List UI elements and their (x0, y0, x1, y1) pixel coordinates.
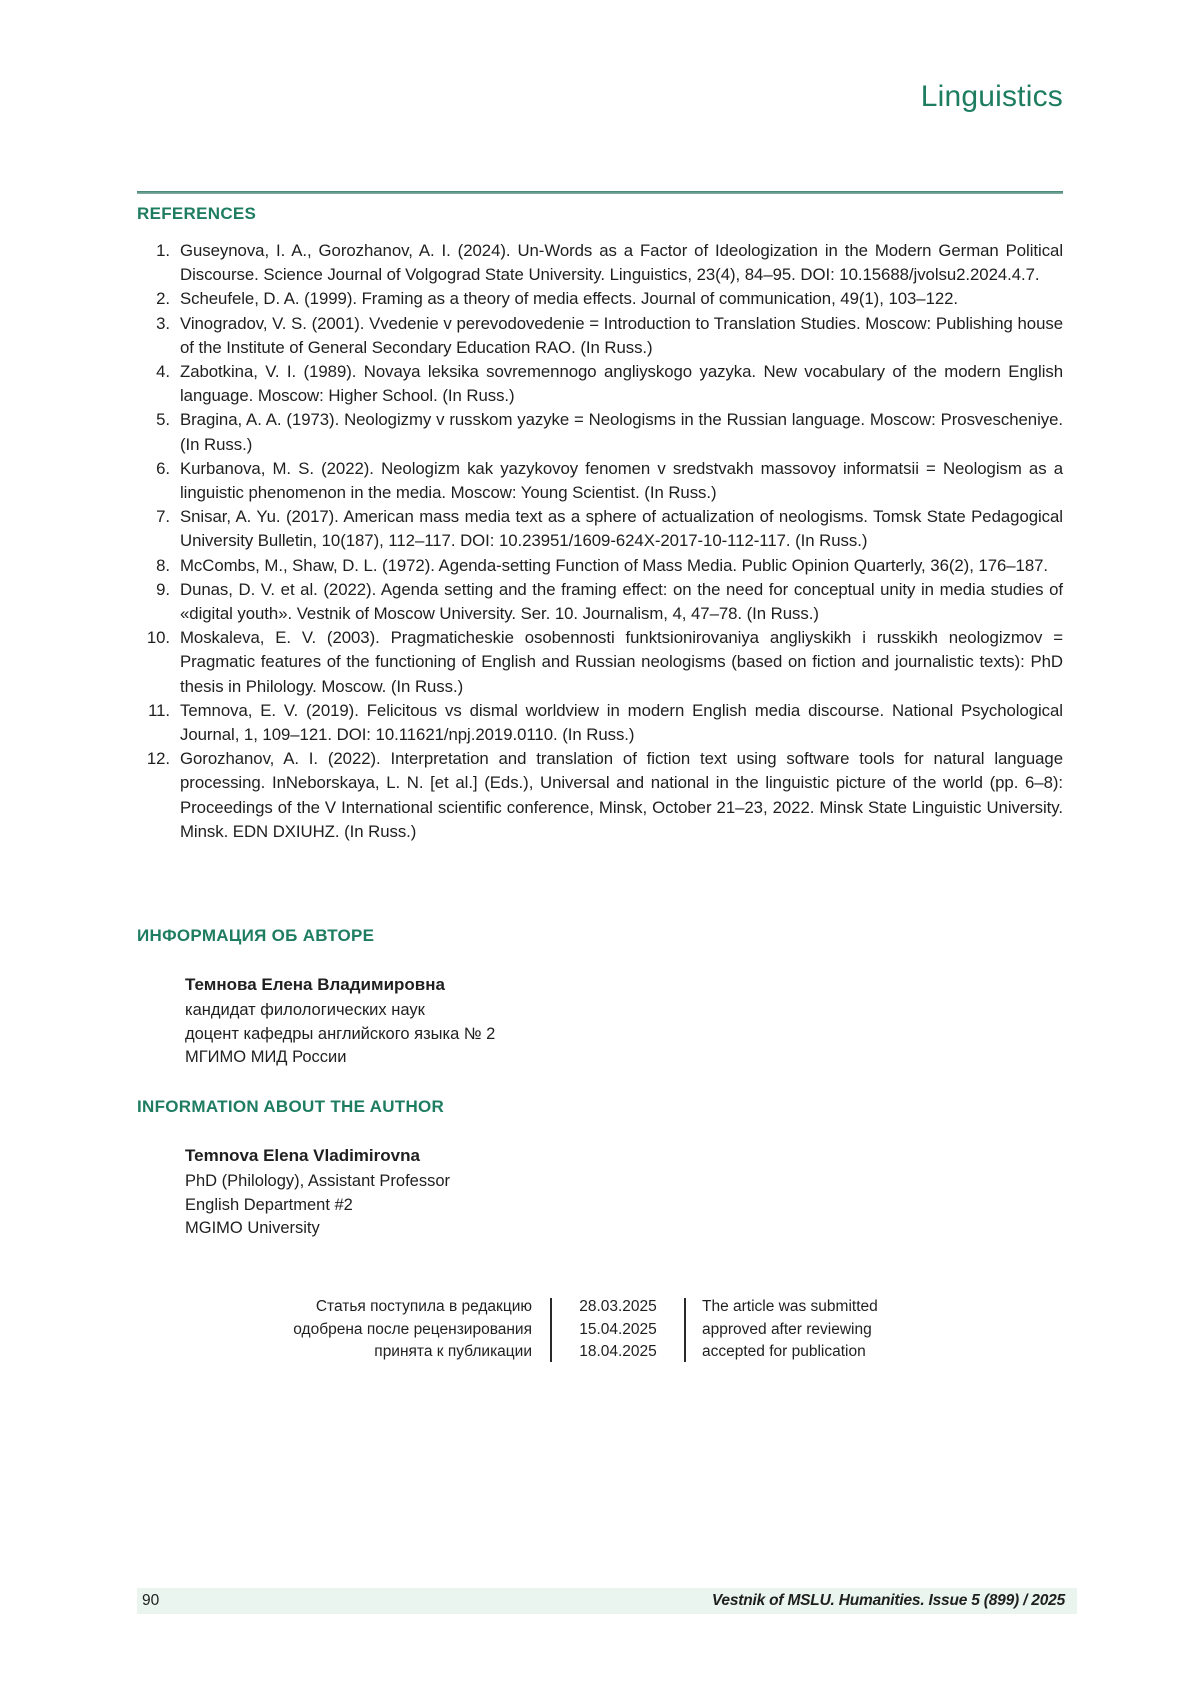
reference-number: 8. (156, 555, 170, 575)
reference-text: Kurbanova, M. S. (2022). Neologizm kak yazykovoy fenomen v sredstvakh massovoy informatsii = Neologism as a linguistic phenomenon in the media. Moscow: Young Scientist. (In Russ.) (180, 458, 1063, 503)
reference-number: 6. (156, 458, 170, 478)
author-info-ru-block (185, 973, 495, 1070)
author-name-ru: Темнова Елена Владимировна (185, 975, 445, 994)
reference-number: 10. (146, 628, 170, 648)
reference-number: 12. (146, 749, 170, 769)
reference-item (137, 360, 1063, 408)
reference-text: Snisar, A. Yu. (2017). American mass media text as a sphere of actualization of neologisms. Tomsk State Pedagogical University Bulletin, 10(187), 112–117. DOI: 10.23951/1609-624X-2017-10-112-117. (In Russ.) (180, 507, 1063, 551)
author-info-ru-heading: ИНФОРМАЦИЯ ОБ АВТОРЕ (137, 926, 375, 945)
reference-text: Guseynova, I. A., Gorozhanov, A. I. (2024). Un-Words as a Factor of Ideologization in the Modern German Political Discourse. Science Journal of Volgograd State University. Linguistics, 23(4), 84–95. DOI: 10.15688/jvolsu2.2024.4.7. (180, 241, 1063, 285)
author-info-en-heading: INFORMATION ABOUT THE AUTHOR (137, 1097, 445, 1116)
reference-number: 5. (156, 410, 170, 430)
page-category-title: Linguistics (920, 80, 1063, 113)
reference-item (137, 239, 1063, 287)
reference-item (137, 699, 1063, 747)
submission-dates-block (137, 1296, 1063, 1364)
reference-item (137, 626, 1063, 699)
reference-text: McCombs, M., Shaw, D. L. (1972). Agenda-setting Function of Mass Media. Public Opinion Quarterly, 36(2), 176–187. (180, 555, 1049, 575)
submission-dates (564, 1296, 672, 1364)
author-detail-line: МГИМО МИД России (185, 1048, 347, 1066)
author-name-en: Temnova Elena Vladimirovna (185, 1146, 420, 1165)
author-info-en-block (185, 1144, 450, 1241)
author-detail-line: доцент кафедры английского языка № 2 (185, 1024, 496, 1043)
author-detail-line: MGIMO University (185, 1219, 320, 1237)
reference-item (137, 505, 1063, 553)
submission-label-en: accepted for publication (702, 1343, 866, 1361)
reference-item (137, 578, 1063, 626)
submission-date: 15.04.2025 (579, 1320, 657, 1338)
reference-number: 2. (156, 289, 170, 309)
reference-item (137, 457, 1063, 505)
submission-label-en: approved after reviewing (702, 1320, 872, 1338)
submission-date: 28.03.2025 (579, 1298, 657, 1315)
reference-item (137, 554, 1063, 578)
reference-number: 3. (156, 313, 170, 333)
submission-label-ru: принята к публикации (374, 1343, 532, 1361)
reference-text: Dunas, D. V. et al. (2022). Agenda setting and the framing effect: on the need for conceptual unity in media studies of «digital youth». Vestnik of Moscow University. Ser. 10. Journalism, 4, 47–78. (In Russ.) (180, 579, 1063, 624)
references-heading: REFERENCES (137, 204, 257, 223)
reference-text: Zabotkina, V. I. (1989). Novaya leksika sovremennogo angliyskogo yazyka. New vocabulary of the modern English language. Moscow: Higher School. (In Russ.) (180, 362, 1063, 406)
reference-number: 9. (156, 579, 170, 599)
footer-page-number: 90 (142, 1592, 160, 1609)
reference-number: 11. (148, 700, 170, 720)
author-detail-line: PhD (Philology), Assistant Professor (185, 1172, 451, 1190)
header-divider-rule (137, 191, 1063, 194)
submission-divider-left (550, 1298, 552, 1362)
reference-text: Scheufele, D. A. (1999). Framing as a theory of media effects. Journal of communication, 49(1), 103–122. (180, 289, 959, 309)
submission-label-en: The article was submitted (702, 1298, 878, 1315)
submission-label-ru: одобрена после рецензирования (293, 1320, 532, 1338)
reference-item (137, 312, 1063, 360)
footer-journal-title: Vestnik of MSLU. Humanities. Issue 5 (899) / 2025 (711, 1592, 1065, 1609)
reference-number: 1. (156, 241, 170, 260)
author-details-ru (185, 999, 495, 1070)
reference-item (137, 408, 1063, 456)
submission-labels-en (702, 1296, 878, 1364)
reference-text: Moskaleva, E. V. (2003). Pragmaticheskie osobennosti funktsionirovaniya angliyskikh i russkikh neologizmov = Pragmatic features of the functioning of English and Russian neologisms (based on fiction and journalistic texts): PhD thesis in Philology. Moscow. (In Russ.) (180, 628, 1063, 696)
author-details-en (185, 1170, 450, 1241)
reference-text: Gorozhanov, A. I. (2022). Interpretation and translation of fiction text using software tools for natural language processing. InNeborskaya, L. N. [et al.] (Eds.), Universal and national in the linguistic picture of the world (pp. 6–8): Proceedings of the V International scientific conference, Minsk, October 21–23, 2022. Minsk State Linguistic University. Minsk. EDN DXIUHZ. (In Russ.) (180, 749, 1063, 841)
submission-date: 18.04.2025 (579, 1343, 657, 1361)
footer-bar (137, 1588, 1077, 1614)
reference-text: Vinogradov, V. S. (2001). Vvedenie v perevodovedenie = Introduction to Translation Studies. Moscow: Publishing house of the Institute of General Secondary Education RAO. (In Russ.) (180, 313, 1063, 357)
reference-number: 7. (156, 507, 170, 527)
author-detail-line: кандидат филологических наук (185, 1001, 425, 1019)
submission-divider-right (684, 1298, 686, 1362)
reference-text: Temnova, E. V. (2019). Felicitous vs dismal worldview in modern English media discourse. National Psychological Journal, 1, 109–121. DOI: 10.11621/npj.2019.0110. (In Russ.) (180, 700, 1063, 745)
author-detail-line: English Department #2 (185, 1195, 353, 1214)
reference-number: 4. (156, 362, 170, 382)
reference-item (137, 287, 1063, 311)
references-list (137, 239, 1063, 844)
reference-item (137, 747, 1063, 844)
submission-label-ru: Статья поступила в редакцию (315, 1298, 532, 1315)
submission-labels-ru (137, 1296, 532, 1364)
reference-text: Bragina, A. A. (1973). Neologizmy v russkom yazyke = Neologisms in the Russian language. Moscow: Prosvescheniye. (In Russ.) (180, 410, 1063, 454)
